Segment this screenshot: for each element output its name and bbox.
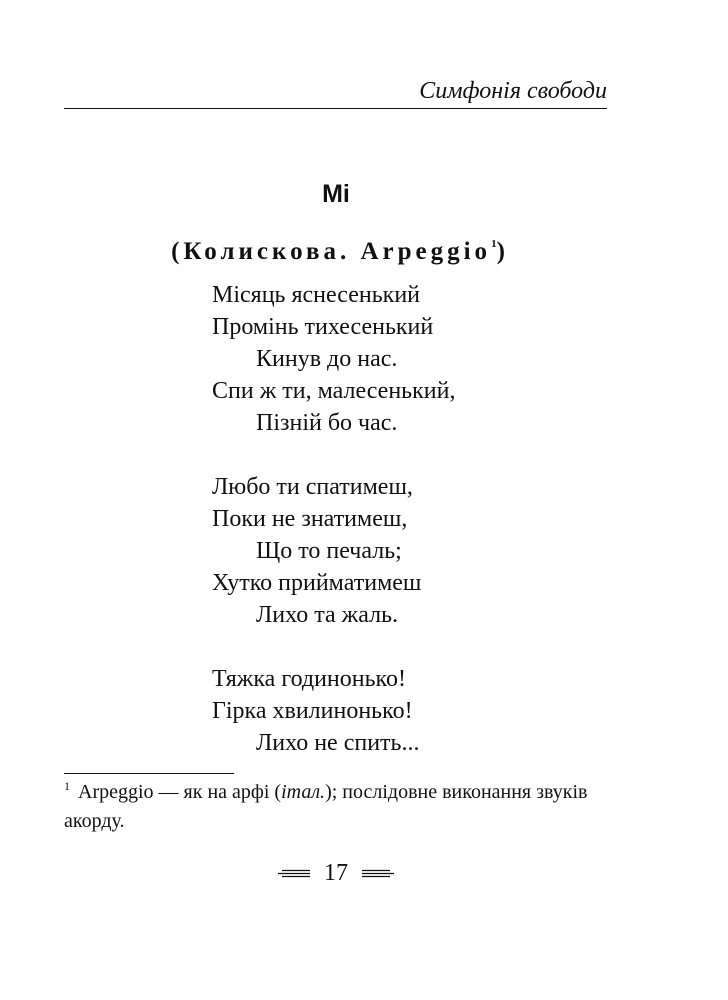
verse-line: Гірка хвилинонько! xyxy=(212,698,413,724)
verse-line: Кинув до нас. xyxy=(256,346,398,372)
footnote-reference: 1 xyxy=(491,238,497,250)
verse-line: Промінь тихесенький xyxy=(212,314,434,340)
footnote-italic-text: італ. xyxy=(281,781,326,803)
verse-line: Хутко прийматимеш xyxy=(212,570,422,596)
footnote-text-end: ); послідовне виконання звуків акорду. xyxy=(64,781,588,832)
header-rule xyxy=(64,108,607,109)
running-header: Симфонія свободи xyxy=(419,78,607,104)
poem-subtitle-text: (Колискова. Arpeggio xyxy=(171,238,492,265)
verse-line: Лихо та жаль. xyxy=(256,602,399,628)
footnote-rule xyxy=(64,773,234,774)
double-line-ornament-icon xyxy=(276,869,310,878)
stanza-2 xyxy=(212,471,632,631)
poem-subtitle xyxy=(0,236,680,268)
verse-line: Пізній бо час. xyxy=(256,410,398,436)
footnote xyxy=(64,778,624,836)
poem-title: Мі xyxy=(322,180,350,208)
verse-line: Тяжка годинонько! xyxy=(212,666,406,692)
verse-line: Спи ж ти, малесенький, xyxy=(212,378,456,404)
verse-line: Поки не знатимеш, xyxy=(212,506,408,532)
stanza-1 xyxy=(212,279,632,439)
stanza-3 xyxy=(212,663,632,759)
footnote-text: Arpeggio — як на арфі ( xyxy=(78,781,282,803)
double-line-ornament-icon xyxy=(362,869,396,878)
verse-line: Лихо не спить... xyxy=(256,730,420,756)
footnote-marker: 1 xyxy=(64,779,70,793)
verse-line: Що то печаль; xyxy=(256,538,402,564)
poem-subtitle-close: ) xyxy=(496,238,509,265)
verse-line: Місяць яснесенький xyxy=(212,282,421,308)
page-number-row xyxy=(0,857,672,889)
verse-line: Любо ти спатимеш, xyxy=(212,474,413,500)
page-number: 17 xyxy=(324,860,348,886)
